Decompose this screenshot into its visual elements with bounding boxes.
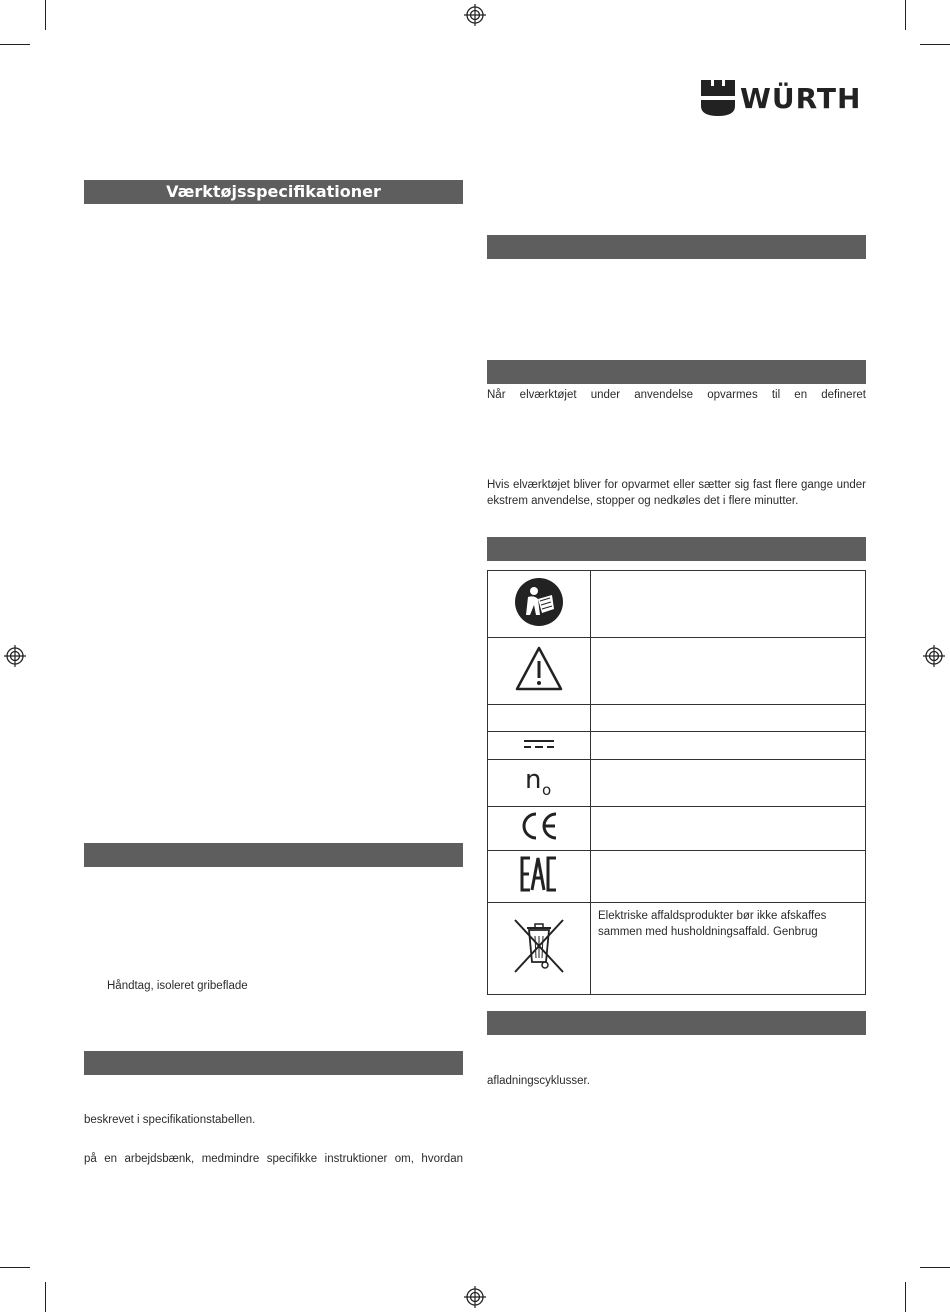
table-row [488, 732, 866, 760]
symbol-description: Elektriske affaldsprodukter bør ikke afskaffes sammen med husholdningsaffald. Genbrug [591, 903, 866, 995]
crop-mark [0, 1267, 30, 1268]
crop-mark [0, 44, 30, 45]
section-header-bar [84, 843, 463, 867]
direct-current-icon [523, 738, 555, 750]
symbol-description [591, 760, 866, 807]
section-header-bar [487, 360, 866, 384]
crop-mark [920, 1267, 950, 1268]
symbol-description [591, 571, 866, 638]
body-text-line: på en arbejdsbænk, medmindre specifikke instruktioner om, hvordan [84, 1153, 463, 1165]
section-header-tool-specifications: Værktøjsspecifikationer [84, 180, 463, 204]
symbol-description [591, 705, 866, 732]
eac-mark-icon [520, 856, 558, 892]
table-row [488, 760, 866, 807]
section-header-bar [487, 1011, 866, 1035]
crop-mark [905, 1282, 906, 1312]
table-row [488, 638, 866, 705]
table-row [488, 851, 866, 903]
registration-mark-icon [4, 645, 26, 667]
wurth-crown-logo-icon [701, 80, 735, 116]
table-row [488, 705, 866, 732]
section-header-bar [487, 235, 866, 259]
table-row [488, 903, 866, 995]
svg-text:o: o [542, 780, 552, 798]
svg-text:n: n [525, 764, 542, 795]
no-load-speed-icon [519, 764, 559, 798]
battery-text: afladningscyklusser. [487, 1075, 590, 1087]
handle-description: Håndtag, isoleret gribeflade [107, 980, 248, 992]
symbol-description [591, 807, 866, 851]
overheat-paragraph: Hvis elværktøjet bliver for opvarmet eller sætter sig fast flere gange under ekstrem anvendelse, stopper og nedkøles det i flere minutter. [487, 479, 866, 507]
table-row [488, 571, 866, 638]
brand-wordmark: WÜRTH [740, 82, 862, 115]
read-manual-icon [514, 577, 564, 627]
body-text-line: beskrevet i specifikationstabellen. [84, 1114, 256, 1126]
symbol-description [591, 851, 866, 903]
table-row [488, 807, 866, 851]
overheat-text-line: Når elværktøjet under anvendelse opvarmes til en defineret [487, 389, 866, 401]
crop-mark [45, 0, 46, 30]
symbol-description [591, 732, 866, 760]
registration-mark-icon [464, 1286, 486, 1308]
weee-crossed-bin-icon [511, 916, 567, 976]
section-header-bar [84, 1051, 463, 1075]
section-header-bar [487, 537, 866, 561]
symbols-table [487, 570, 866, 995]
warning-triangle-icon [514, 645, 564, 693]
symbol-description [591, 638, 866, 705]
ce-mark-icon [517, 811, 561, 841]
crop-mark [905, 0, 906, 30]
registration-mark-icon [464, 4, 486, 26]
registration-mark-icon [923, 645, 945, 667]
crop-mark [45, 1282, 46, 1312]
crop-mark [920, 44, 950, 45]
